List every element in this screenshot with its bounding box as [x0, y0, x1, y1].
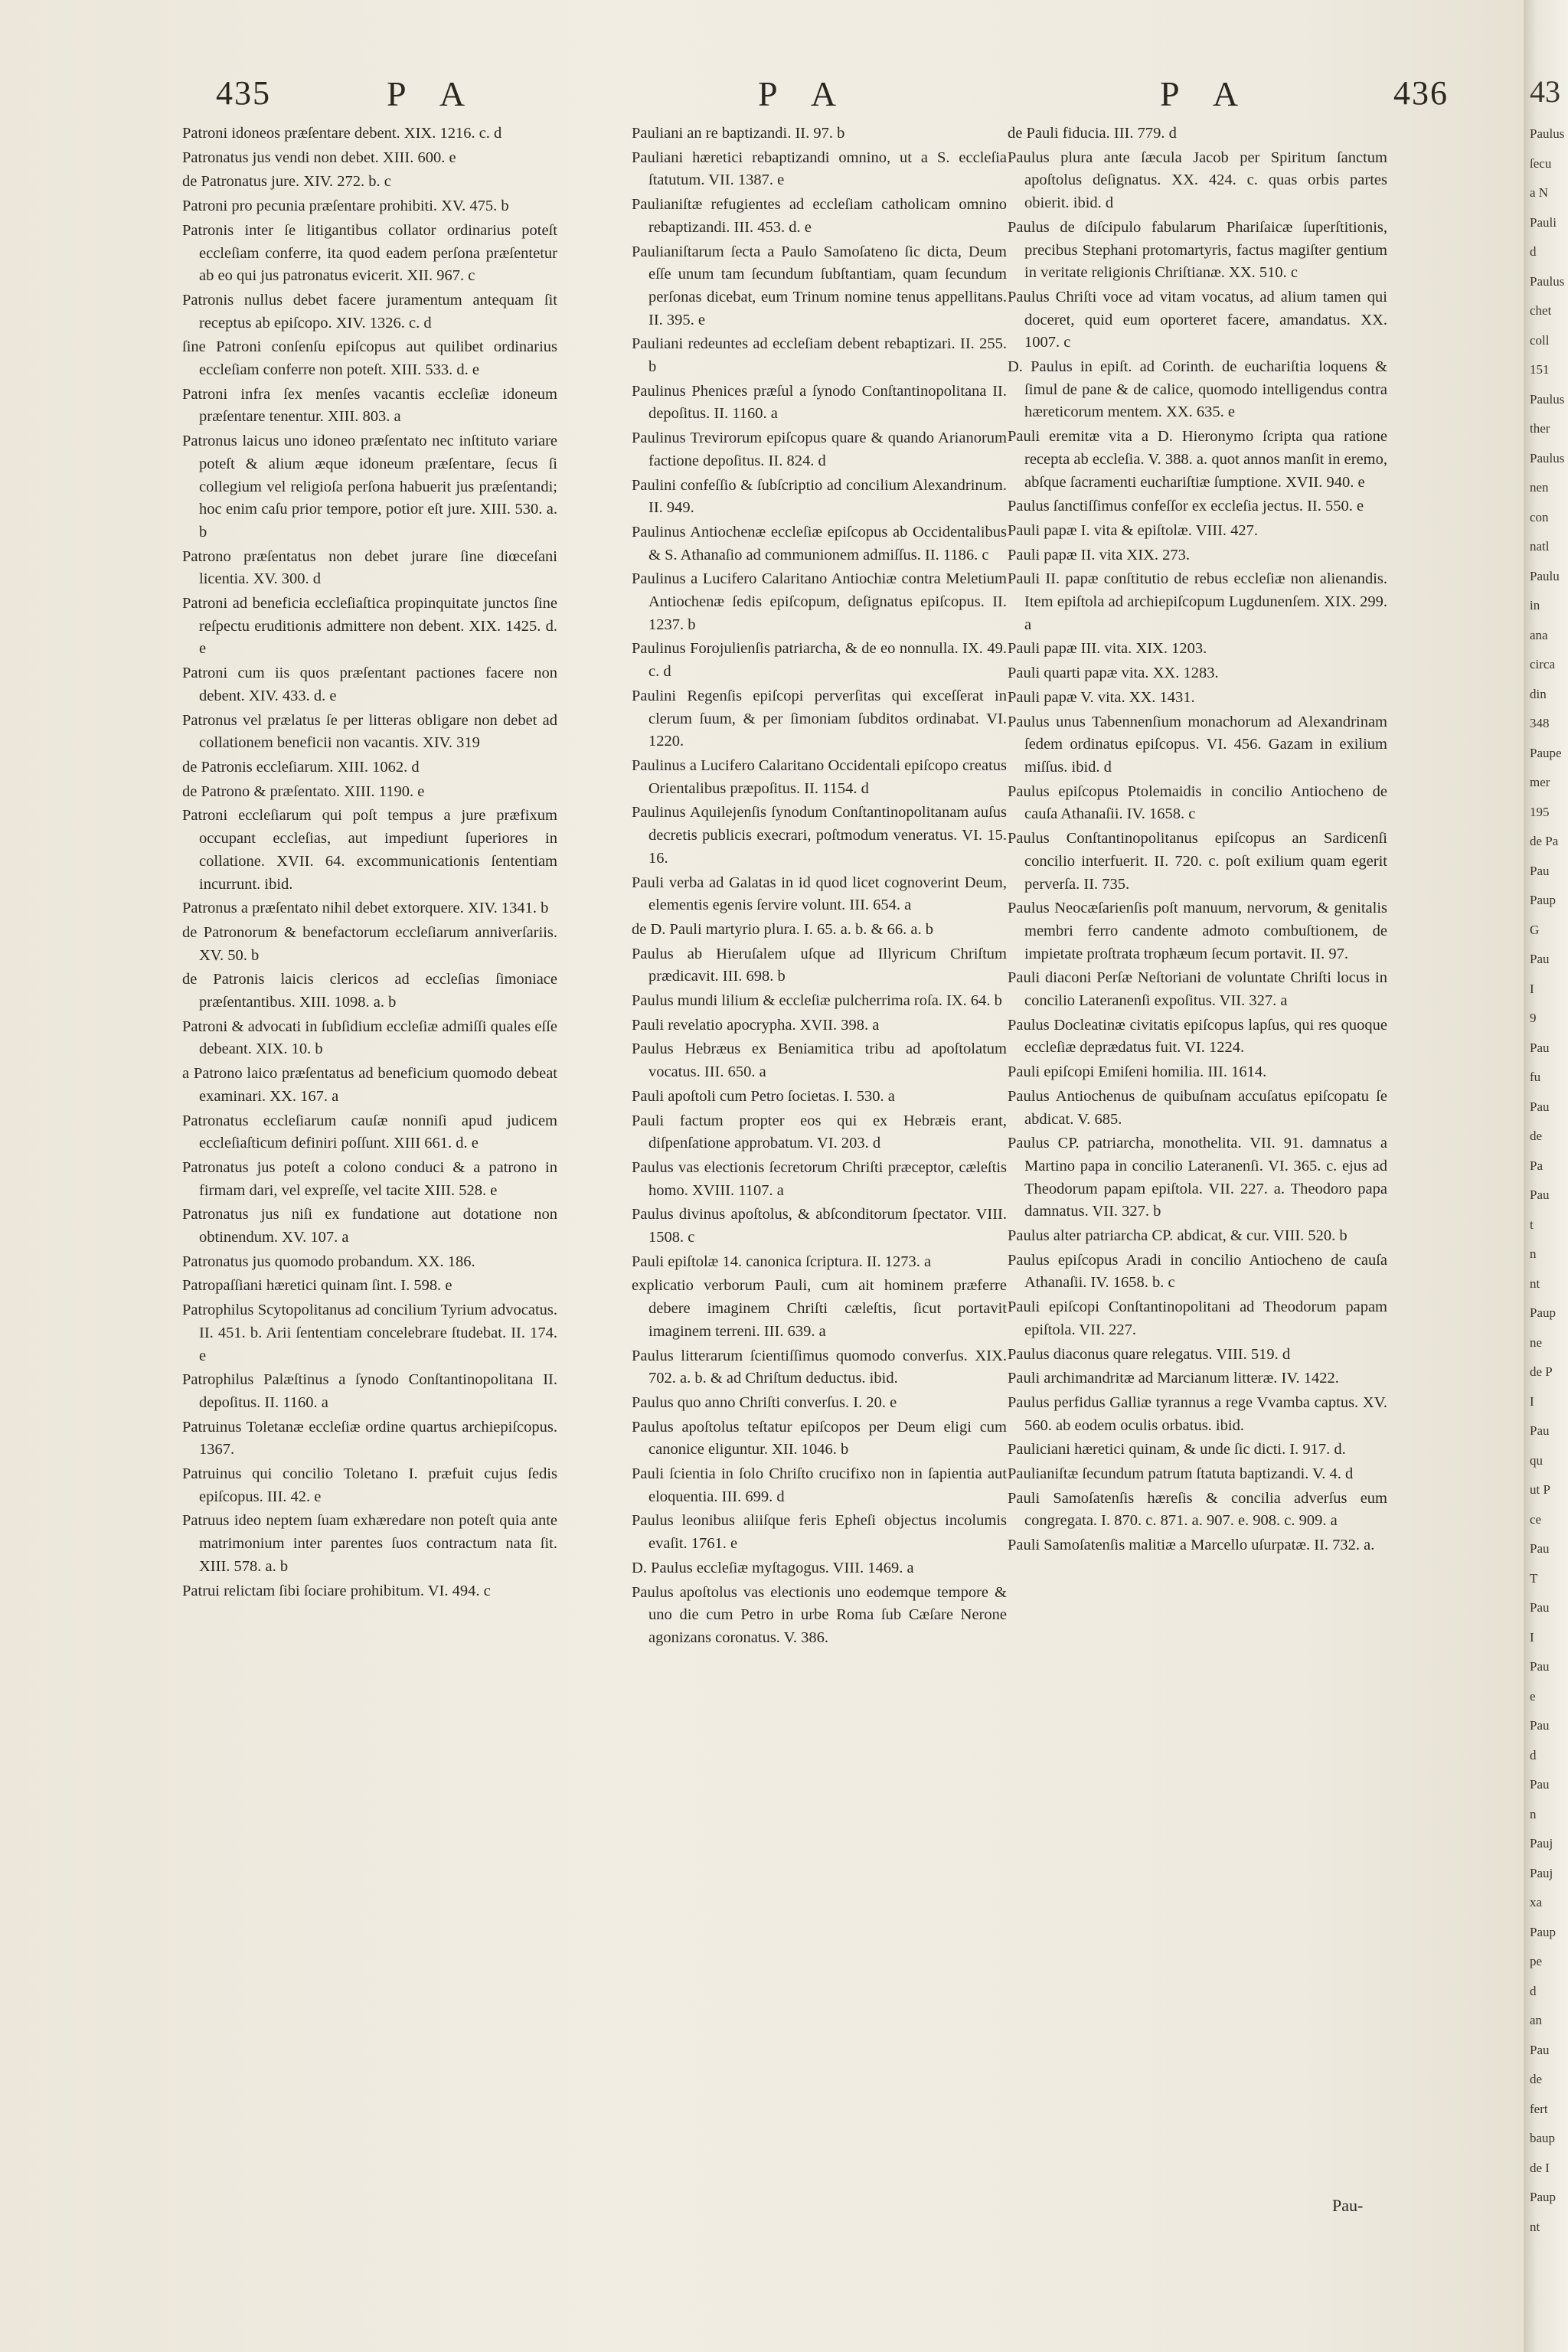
gutter-fragment: fu [1530, 1070, 1541, 1084]
next-page-number: 43 [1530, 74, 1560, 109]
left-page-number: 435 [216, 74, 271, 112]
gutter-fragment: qu [1530, 1452, 1543, 1468]
gutter-fragment: Paulus [1530, 391, 1565, 407]
index-column-2 [632, 122, 1007, 1651]
index-entry: Paulus ab Hieruſalem uſque ad Illyricum Chriſtum prædicavit. III. 698. b [632, 945, 1007, 985]
index-entry: Patrui relictam ſibi ſociare prohibitum. VI. 494. c [182, 1582, 491, 1599]
index-entry: Paulini confeſſio & ſubſcriptio ad concilium Alexandrinum. II. 949. [632, 476, 1007, 517]
index-entry: Paulinus a Lucifero Calaritano Antiochiæ contra Meletium Antiochenæ ſedis epiſcopum, deſignatus epiſcopus. II. 1237. b [632, 570, 1007, 633]
gutter-fragment: Pau [1530, 863, 1550, 878]
gutter-fragment: 151 [1530, 362, 1550, 377]
gutter-fragment: 195 [1530, 804, 1550, 819]
gutter-fragment: chet [1530, 303, 1552, 318]
gutter-fragment: natl [1530, 539, 1550, 554]
gutter-fragment: 9 [1530, 1011, 1537, 1025]
index-entry: Paulus mundi lilium & eccleſiæ pulcherrima roſa. IX. 64. b [632, 992, 1002, 1010]
index-entry: Paulinus Trevirorum epiſcopus quare & quando Arianorum factione depoſitus. II. 824. d [632, 430, 1007, 469]
index-entry: Paulus alter patriarcha CP. abdicat, & cur. VIII. 520. b [1008, 1227, 1348, 1245]
gutter-fragment: Pau [1530, 1600, 1550, 1615]
index-entry: Paulinus a Lucifero Calaritano Occidentali epiſcopo creatus Orientalibus præpoſitus. II. 1154. d [632, 756, 1007, 797]
gutter-fragment: Pauj [1530, 1836, 1553, 1851]
index-entry: Paulus vas electionis ſecretorum Chriſti præceptor, cæleſtis homo. XVIII. 1107. a [632, 1158, 1007, 1199]
gutter-fragment: nt [1530, 1276, 1540, 1291]
index-entry: Pauli Samoſatenſis hæreſis & concilia adverſus eum congregata. I. 870. c. 871. a. 907. e. 908. c. 909. a [1008, 1489, 1387, 1530]
index-entry: Patroni idoneos præſentare debent. XIX. 1216. c. d [182, 125, 502, 142]
index-entry: Paulinus Phenices præſul a ſynodo Conſtantinopolitana II. depoſitus. II. 1160. a [632, 382, 1007, 423]
gutter-fragment: I [1530, 1393, 1534, 1409]
gutter-fragment: ana [1530, 627, 1548, 642]
gutter-fragment: a N [1530, 185, 1549, 200]
gutter-fragment: Pa [1530, 1158, 1543, 1173]
gutter-fragment: T [1530, 1570, 1538, 1586]
index-entry: Paulianiſtarum ſecta a Paulo Samoſateno ſic dicta, Deum eſſe unum tam ſecundum ſubſtantiam, quam ſecundum perſonas dicebat, eum Trinum nomine tenus appellitans. II. 395. e [632, 243, 1007, 328]
gutter-fragment: Paupe [1530, 745, 1562, 760]
index-entry: Patroni ad beneficia eccleſiaſtica propinquitate junctos ſine reſpectu eruditionis admittere non debent. XIX. 1425. d. e [182, 595, 557, 658]
index-entry: Patronatus eccleſiarum cauſæ nonniſi apud judicem eccleſiaſticum definiri poſſunt. XIII 661. d. e [182, 1112, 557, 1152]
left-running-head: P A [387, 74, 479, 113]
index-column-3 [1008, 122, 1387, 1559]
index-entry: Patronatus jus quomodo probandum. XX. 186. [182, 1253, 475, 1270]
index-entry: Patruinus qui concilio Toletano I. præfuit cujus ſedis epiſcopus. III. 42. e [182, 1465, 557, 1505]
gutter-fragment: Pau [1530, 1187, 1550, 1202]
index-entry: Pauli verba ad Galatas in id quod licet cognoverint Deum, elementis egenis ſervire volunt. III. 654. a [632, 874, 1007, 914]
gutter-fragment: de P [1530, 1364, 1553, 1379]
gutter-fragment: Paup [1530, 1924, 1556, 1939]
index-entry: Paulus unus Tabennenſium monachorum ad Alexandrinam ſedem ordinatus epiſcopus. VI. 456. Gazam in exilium miſſus. ibid. d [1008, 713, 1387, 776]
index-entry: ſine Patroni conſenſu epiſcopus aut quilibet ordinarius eccleſiam conferre non poteſt. XIII. 533. d. e [182, 338, 557, 379]
next-page-edge [1524, 0, 1568, 2352]
index-entry: Pauli epiſtolæ 14. canonica ſcriptura. II. 1273. a [632, 1253, 932, 1270]
index-entry: Patroni cum iis quos præſentant pactiones facere non debent. XIV. 433. d. e [182, 665, 557, 704]
index-entry: Pauli epiſcopi Emiſeni homilia. III. 1614. [1008, 1063, 1267, 1081]
index-entry: Paulus epiſcopus Aradi in concilio Antiocheno de cauſa Athanaſii. IV. 1658. b. c [1008, 1251, 1387, 1292]
catchword: Pau- [1332, 2196, 1364, 2215]
index-entry: Paulianiſtæ refugientes ad eccleſiam catholicam omnino rebaptizandi. III. 453. d. e [632, 196, 1007, 236]
gutter-fragment: Paup [1530, 2190, 1556, 2204]
gutter-fragment: G [1530, 922, 1540, 937]
index-entry: Pauli quarti papæ vita. XX. 1283. [1008, 665, 1219, 682]
index-entry: Patruinus Toletanæ eccleſiæ ordine quartus archiepiſcopus. 1367. [182, 1418, 557, 1459]
index-entry: a Patrono laico præſentatus ad beneficium quomodo debeat examinari. XX. 167. a [182, 1065, 557, 1105]
index-entry: Patroni eccleſiarum qui poſt tempus a jure præfixum occupant eccleſias, aut impediunt ſuperiores in collatione. XVII. 64. excommunicationis ſententiam incurrunt. ibid. [182, 807, 557, 893]
gutter-fragment: Pau [1530, 1099, 1550, 1114]
gutter-fragment: coll [1530, 332, 1550, 348]
index-entry: Paulus Antiochenus de quibuſnam accuſatus epiſcopatu ſe abdicat. V. 685. [1008, 1087, 1387, 1128]
index-entry: Paulus apoſtolus vas electionis uno eodemque tempore & uno die cum Petro in urbe Roma ſub Cæſare Nerone agonizans coronatus. V. 386. [632, 1583, 1007, 1646]
index-entry: Patroni infra ſex menſes vacantis eccleſiæ idoneum præſentare tenentur. XIII. 803. a [182, 385, 557, 426]
gutter-fragment: d [1530, 1983, 1537, 1998]
index-entry: Paulus epiſcopus Ptolemaidis in concilio Antiocheno de cauſa Athanaſii. IV. 1658. c [1008, 782, 1387, 823]
index-entry: Patronatus jus niſi ex fundatione aut dotatione non obtinendum. XV. 107. a [182, 1206, 557, 1246]
gutter-fragment: de Pa [1530, 834, 1559, 848]
index-entry: Paulus diaconus quare relegatus. VIII. 519. d [1008, 1345, 1291, 1363]
index-entry: Paulinus Aquilejenſis ſynodum Conſtantinopolitanam auſus decretis publicis execrari, poſtmodum veneratus. VI. 15. 16. [632, 804, 1007, 867]
index-entry: Pauli archimandritæ ad Marcianum litteræ. IV. 1422. [1008, 1370, 1339, 1387]
index-entry: Paulus de diſcipulo fabularum Phariſaicæ ſuperſtitionis, precibus Stephani protomartyris, factus magiſter gentium in veritate religionis Chriſtianæ. XX. 510. c [1008, 218, 1387, 282]
index-entry: Paulus litterarum ſcientiſſimus quomodo converſus. XIX. 702. a. b. & ad Chriſtum deductus. ibid. [632, 1347, 1007, 1387]
gutter-fragment: de I [1530, 2160, 1550, 2175]
index-entry: de D. Pauli martyrio plura. I. 65. a. b. & 66. a. b [632, 920, 933, 938]
index-entry: Paulus quo anno Chriſti converſus. I. 20. e [632, 1393, 897, 1411]
gutter-fragment: n [1530, 1246, 1537, 1261]
gutter-fragment: Paup [1530, 1305, 1556, 1320]
gutter-fragment: Pau [1530, 1541, 1550, 1556]
index-entry: Patropaſſiani hæretici quinam ſint. I. 598. e [182, 1277, 452, 1295]
gutter-fragment: ut P [1530, 1482, 1550, 1497]
index-entry: Patronus vel prælatus ſe per litteras obligare non debet ad collationem beneficii non vacantis. XIV. 319 [182, 711, 557, 752]
index-entry: de Patronis laicis clericos ad eccleſias ſimoniace præſentantibus. XIII. 1098. a. b [182, 971, 557, 1011]
index-entry: de Patrono & præſentato. XIII. 1190. e [182, 782, 425, 800]
gutter-fragment: Pau [1530, 1659, 1550, 1674]
gutter-fragment: I [1530, 981, 1534, 996]
index-entry: Paulini Regenſis epiſcopi perverſitas qui exceſſerat in clerum ſuum, & per ſimoniam ſubditos ordinabat. VI. 1220. [632, 687, 1007, 750]
index-entry: Pauliani hæretici rebaptizandi omnino, ut a S. eccleſia ſtatutum. VII. 1387. e [632, 149, 1007, 189]
index-entry: Patrophilus Palæſtinus a ſynodo Conſtantinopolitana II. depoſitus. II. 1160. a [182, 1371, 557, 1411]
gutter-fragment: de [1530, 1129, 1543, 1143]
gutter-fragment: pe [1530, 1954, 1543, 1968]
index-entry: Paulinus Forojulienſis patriarcha, & de eo nonnulla. IX. 49. c. d [632, 640, 1007, 681]
index-entry: Paulus plura ante ſæcula Jacob per Spiritum ſanctum apoſtolus deſignatus. XX. 424. c. quas orbis partes obierit. ibid. d [1008, 149, 1387, 212]
right-running-head: P A [1160, 74, 1253, 113]
index-entry: Pauli papæ II. vita XIX. 273. [1008, 546, 1190, 564]
gutter-fragment: Pau [1530, 2042, 1550, 2057]
index-entry: Patrono præſentatus non debet jurare ſine diœceſani licentia. XV. 300. d [182, 547, 557, 588]
index-entry: D. Paulus eccleſiæ myſtagogus. VIII. 1469. a [632, 1559, 914, 1576]
gutter-fragment: con [1530, 509, 1549, 524]
gutter-fragment: nen [1530, 480, 1549, 495]
index-entry: de Pauli fiducia. III. 779. d [1008, 125, 1177, 142]
gutter-fragment: in [1530, 598, 1540, 612]
gutter-fragment: 348 [1530, 716, 1550, 730]
index-entry: Pauli diaconi Perſæ Neſtoriani de voluntate Chriſti locus in concilio Lateranenſi expoſitus. VII. 327. a [1008, 969, 1387, 1010]
index-column-1 [182, 122, 557, 1604]
gutter-fragment: d [1530, 244, 1537, 259]
index-entry: Paulus perfidus Galliæ tyrannus a rege Vvamba captus. XV. 560. ab eodem oculis orbatus. ibid. [1008, 1393, 1387, 1434]
gutter-fragment: Pauli [1530, 214, 1557, 230]
index-entry: Patrophilus Scytopolitanus ad concilium Tyrium advocatus. II. 451. b. Arii ſententiam concelebrare ſtudebat. II. 174. e [182, 1302, 557, 1364]
gutter-fragment: nt [1530, 2219, 1540, 2234]
gutter-fragment: Paulus [1530, 126, 1565, 141]
index-entry: Patronus laicus uno idoneo præſentato nec inſtituto variare poteſt & alium æque idoneum præſentare, ſecus ſi collegium vel religioſa perſona habuerit jus præſentandi; hoc enim caſu prior tempore, potior eſt jure. XIII. 530. a. b [182, 433, 557, 541]
index-entry: explicatio verborum Pauli, cum ait hominem præferre debere imaginem Chriſti cæleſtis, ſicut portavit imaginem terreni. III. 639. a [632, 1277, 1007, 1340]
gutter-fragment: ſecu [1530, 155, 1552, 171]
index-entry: Patroni & advocati in ſubſidium eccleſiæ admiſſi quales eſſe debeant. XIX. 10. b [182, 1018, 557, 1058]
index-entry: Paulus Neocæſarienſis poſt manuum, nervorum, & genitalis membri ferro candente admoto combuſtionem, de impietate proſtrata trophæum ſecum portavit. II. 97. [1008, 900, 1387, 962]
index-entry: Patronatus jus poteſt a colono conduci & a patrono in firmam dari, vel expreſſe, vel tacite XIII. 528. e [182, 1158, 557, 1199]
index-entry: Paulianiſtæ ſecundum patrum ſtatuta baptizandi. V. 4. d [1008, 1465, 1354, 1483]
gutter-fragment: an [1530, 2013, 1543, 2027]
index-entry: Paulinus Antiochenæ eccleſiæ epiſcopus ab Occidentalibus & S. Athanaſio ad communionem admiſſus. II. 1186. c [632, 523, 1007, 564]
gutter-fragment: de [1530, 2072, 1543, 2086]
gutter-fragment: t [1530, 1217, 1534, 1232]
center-running-head: P A [758, 74, 851, 113]
gutter-fragment: Paup [1530, 893, 1556, 907]
index-entry: Pauli Samoſatenſis malitiæ a Marcello uſurpatæ. II. 732. a. [1008, 1537, 1375, 1554]
gutter-fragment: I [1530, 1629, 1534, 1645]
index-entry: Pauli apoſtoli cum Petro ſocietas. I. 530. a [632, 1087, 895, 1105]
gutter-fragment: ce [1530, 1511, 1542, 1527]
gutter-fragment: circa [1530, 657, 1556, 671]
page-header [0, 74, 1524, 119]
gutter-fragment: d [1530, 1747, 1537, 1762]
index-entry: Paulus Chriſti voce ad vitam vocatus, ad alium tamen qui doceret, quid eum oporteret facere, amandatus. XX. 1007. c [1008, 288, 1387, 351]
index-entry: Pauli ſcientia in ſolo Chriſto crucifixo non in ſapientia aut eloquentia. III. 699. d [632, 1465, 1007, 1505]
index-entry: Pauliciani hæretici quinam, & unde ſic dicti. I. 917. d. [1008, 1441, 1346, 1459]
index-entry: Pauli papæ I. vita & epiſtolæ. VIII. 427. [1008, 521, 1259, 539]
gutter-fragment: Pau [1530, 1040, 1550, 1055]
index-entry: Pauli factum propter eos qui ex Hebræis erant, diſpenſatione approbatum. VI. 203. d [632, 1112, 1007, 1152]
gutter-fragment: Paulu [1530, 568, 1560, 583]
gutter-fragment: Pauj [1530, 1865, 1553, 1880]
gutter-fragment: baup [1530, 2131, 1556, 2145]
gutter-fragment: Pau [1530, 1423, 1550, 1438]
index-entry: Paulus ſanctiſſimus confeſſor ex eccleſia jectus. II. 550. e [1008, 498, 1364, 515]
gutter-fragment: xa [1530, 1895, 1543, 1909]
index-entry: Pauli papæ III. vita. XIX. 1203. [1008, 640, 1207, 658]
index-entry: Patronatus jus vendi non debet. XIII. 600. e [182, 149, 456, 166]
index-entry: Patronis nullus debet facere juramentum antequam ſit receptus ab epiſcopo. XIV. 1326. c. d [182, 291, 557, 332]
index-entry: Patruus ideo neptem ſuam exhæredare non poteſt quia ante matrimonium inter parentes ſuos contractum nata ſit. XIII. 578. a. b [182, 1512, 557, 1575]
gutter-fragment: fert [1530, 2101, 1548, 2116]
index-entry: Paulus leonibus aliiſque feris Epheſi objectus incolumis evaſit. 1761. e [632, 1512, 1007, 1553]
index-entry: D. Paulus in epiſt. ad Corinth. de euchariſtia loquens & ſimul de pane & de calice, quomodo intelligendus contra hæreticorum mentem. XX. 635. e [1008, 358, 1387, 421]
gutter-fragment: Paulus [1530, 273, 1565, 289]
index-entry: Paulus Conſtantinopolitanus epiſcopus an Sardicenſi concilio interfuerit. II. 720. c. poſt exilium quam egerit perverſa. II. 735. [1008, 830, 1387, 893]
gutter-fragment: Pau [1530, 952, 1550, 966]
right-page-number: 436 [1393, 74, 1449, 112]
gutter-fragment: e [1530, 1688, 1536, 1704]
gutter-fragment: Pau [1530, 1777, 1550, 1792]
gutter-fragment: din [1530, 686, 1547, 701]
index-entry: Pauliani redeuntes ad eccleſiam debent rebaptizari. II. 255. b [632, 335, 1007, 376]
index-entry: Pauli revelatio apocrypha. XVII. 398. a [632, 1016, 880, 1034]
index-entry: de Patronatus jure. XIV. 272. b. c [182, 173, 391, 191]
index-entry: Pauli papæ V. vita. XX. 1431. [1008, 688, 1195, 706]
index-entry: Patronus a præſentato nihil debet extorquere. XIV. 1341. b [182, 900, 549, 917]
index-entry: Paulus Docleatinæ civitatis epiſcopus lapſus, qui res quoque eccleſiæ deprædatus fuit. VI. 1224. [1008, 1016, 1387, 1057]
gutter-fragment: ther [1530, 421, 1550, 436]
index-entry: Patroni pro pecunia præſentare prohibiti. XV. 475. b [182, 198, 509, 215]
gutter-fragment: mer [1530, 775, 1550, 789]
index-entry: Patronis inter ſe litigantibus collator ordinarius poteſt eccleſiam conferre, ita quod eadem perſona præſentetur ab eo qui jus patronatus evicerit. XII. 967. c [182, 221, 557, 285]
index-entry: de Patronorum & benefactorum eccleſiarum anniverſariis. XV. 50. b [182, 923, 557, 964]
index-entry: Pauli epiſcopi Conſtantinopolitani ad Theodorum papam epiſtola. VII. 227. [1008, 1298, 1387, 1338]
index-entry: Paulus apoſtolus teſtatur epiſcopos per Deum eligi cum canonice eliguntur. XII. 1046. b [632, 1418, 1007, 1459]
index-entry: Pauli II. papæ conſtitutio de rebus eccleſiæ non alienandis. Item epiſtola ad archiepiſcopum Lugdunenſem. XIX. 299. a [1008, 570, 1387, 633]
gutter-fragment: Paulus [1530, 450, 1565, 466]
index-entry: Paulus Hebræus ex Beniamitica tribu ad apoſtolatum vocatus. III. 650. a [632, 1040, 1007, 1081]
gutter-fragment: Pau [1530, 1718, 1550, 1733]
index-entry: Pauli eremitæ vita a D. Hieronymo ſcripta qua ratione recepta ab eccleſia. V. 388. a. quot annos manſit in eremo, abſque ſacramenti euchariſtiæ ſumptione. XVII. 940. e [1008, 428, 1387, 491]
index-entry: Pauliani an re baptizandi. II. 97. b [632, 125, 845, 142]
index-entry: Paulus CP. patriarcha, monothelita. VII. 91. damnatus a Martino papa in concilio Lateranenſi. VI. 365. c. ejus ad Theodorum papam epiſtola. VII. 227. a. Theodoro papa damnatus. VII. 327. b [1008, 1135, 1387, 1220]
gutter-fragment: ne [1530, 1334, 1543, 1350]
gutter-fragment: n [1530, 1806, 1537, 1821]
index-entry: de Patronis eccleſiarum. XIII. 1062. d [182, 758, 420, 776]
index-entry: Paulus divinus apoſtolus, & abſconditorum ſpectator. VIII. 1508. c [632, 1206, 1007, 1246]
